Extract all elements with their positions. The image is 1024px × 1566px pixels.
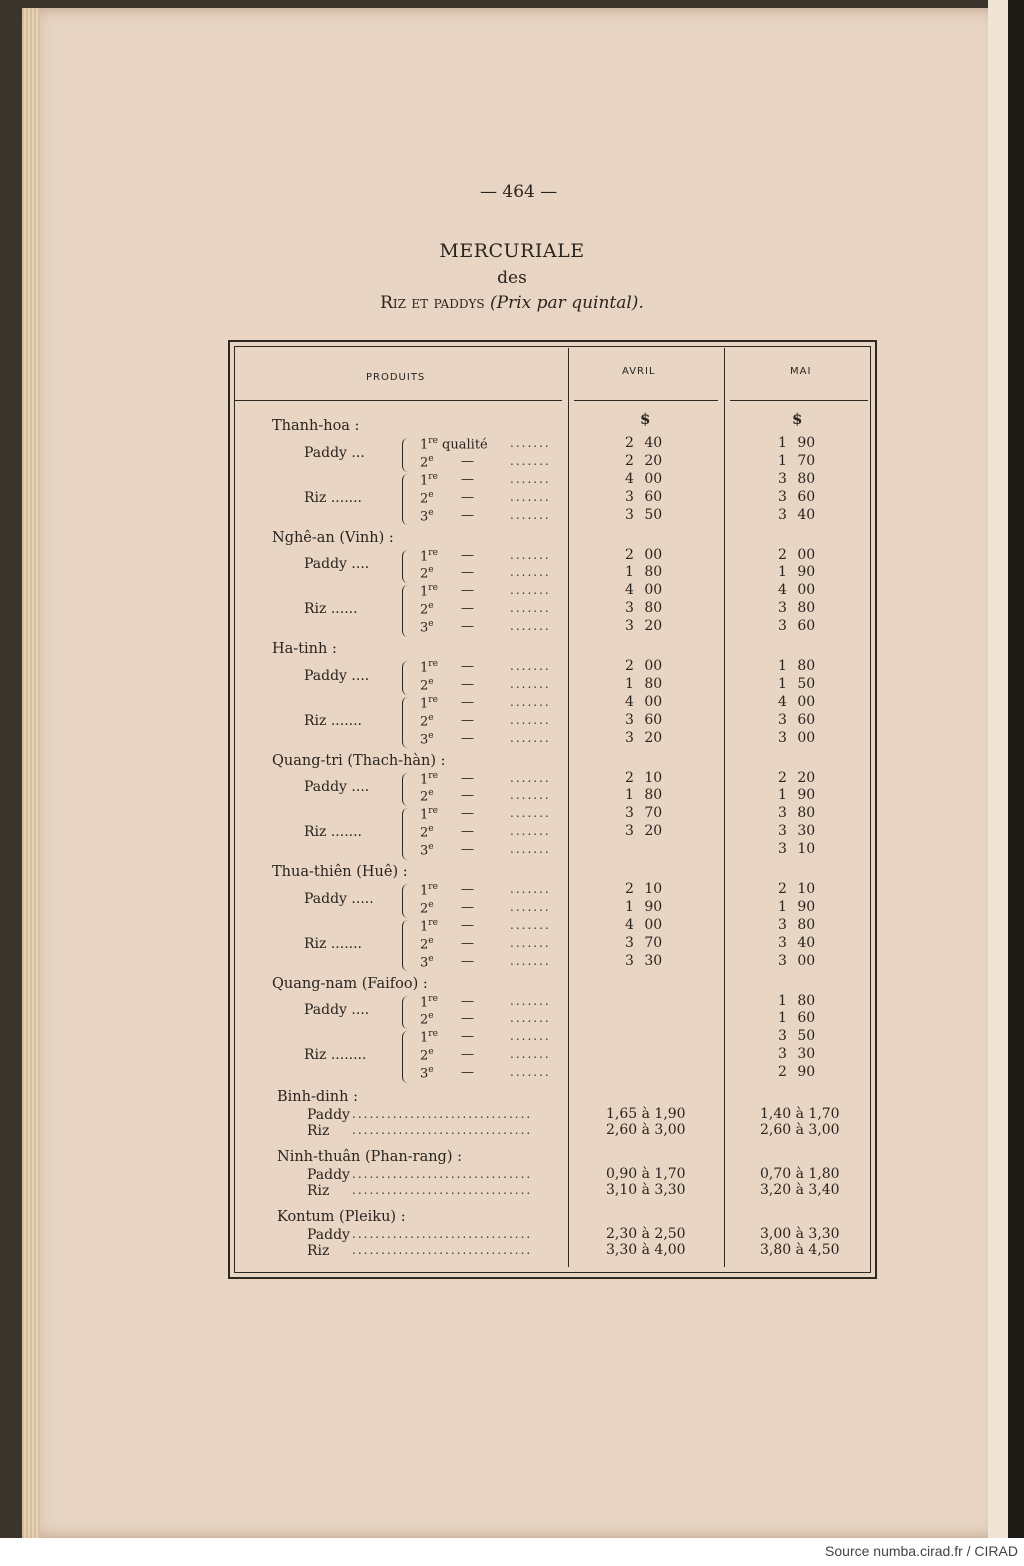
brace xyxy=(402,697,410,749)
price-may: 1 80 xyxy=(778,992,816,1009)
price-may: 1 90 xyxy=(778,898,816,915)
price-april: 3 80 xyxy=(625,600,663,617)
dot-leader: ....... xyxy=(510,676,551,691)
dash: — xyxy=(461,489,474,505)
dash: — xyxy=(461,953,474,969)
grade-label: 1re xyxy=(420,583,438,600)
grade-suffix: e xyxy=(428,489,434,500)
header-rule xyxy=(234,400,562,401)
price-april: 2 20 xyxy=(625,452,663,469)
grade-suffix: re xyxy=(428,471,438,482)
price-april: 4 00 xyxy=(625,693,663,710)
dash: — xyxy=(461,659,474,674)
dot-leader: ....... xyxy=(510,694,551,709)
dot-leader: ....... xyxy=(510,788,551,803)
grade-label: 1re xyxy=(420,882,438,899)
grade-suffix: re xyxy=(428,770,438,781)
price-april: 4 00 xyxy=(625,470,663,487)
dash: — xyxy=(461,730,474,746)
riz-label: Riz ...... xyxy=(304,601,358,618)
price-range-may: 0,70 à 1,80 xyxy=(760,1166,840,1182)
dot-leader: ....... xyxy=(510,842,551,857)
price-range-april: 0,90 à 1,70 xyxy=(606,1166,686,1182)
document-heading xyxy=(0,293,1024,313)
price-april: 3 70 xyxy=(625,934,663,951)
price-april: 3 60 xyxy=(625,711,663,728)
brace xyxy=(402,438,410,472)
dot-leader: ....... xyxy=(510,489,551,504)
paddy-label: Paddy .... xyxy=(304,1002,370,1019)
price-april: 2 00 xyxy=(625,658,663,674)
dash: — xyxy=(461,1011,474,1027)
dot-leader: ....... xyxy=(510,730,551,745)
dash: — xyxy=(461,842,474,858)
region-name: Thanh-hoa : xyxy=(272,418,360,434)
dash: — xyxy=(461,547,474,563)
price-range-may: 3,80 à 4,50 xyxy=(760,1242,840,1258)
price-range-may: 2,60 à 3,00 xyxy=(760,1122,840,1138)
book-spine xyxy=(988,0,1024,1566)
product-label: Riz xyxy=(307,1243,330,1259)
grade-suffix: e xyxy=(428,1047,434,1058)
price-may: 1 90 xyxy=(778,787,816,804)
grade-suffix: e xyxy=(428,788,434,799)
price-may: 3 30 xyxy=(778,823,816,840)
brace xyxy=(402,773,410,807)
price-april: 3 50 xyxy=(625,506,663,523)
price-april: 1 80 xyxy=(625,787,663,804)
dash: — xyxy=(461,453,474,469)
price-range-april: 3,10 à 3,30 xyxy=(606,1182,686,1198)
heading-note: (Prix par quintal). xyxy=(490,293,644,313)
grade-label: 3e xyxy=(420,507,434,524)
price-april: 2 00 xyxy=(625,546,663,563)
price-april: 3 20 xyxy=(625,823,663,840)
price-may: 3 10 xyxy=(778,841,816,858)
dot-leader: ....... xyxy=(510,917,551,932)
dash: — xyxy=(461,935,474,951)
dash: — xyxy=(461,1047,474,1063)
brace xyxy=(402,996,410,1030)
grade-label: 2e xyxy=(420,899,434,917)
page-number: — 464 — xyxy=(480,182,558,202)
price-may: 1 90 xyxy=(778,435,816,451)
price-april: 2 10 xyxy=(625,769,663,786)
dash: — xyxy=(461,1029,474,1045)
price-may: 2 00 xyxy=(778,546,816,563)
paddy-label: Paddy .... xyxy=(304,779,370,796)
price-april: 3 60 xyxy=(625,488,663,505)
grade-label: 2e xyxy=(420,489,434,507)
grade-suffix: e xyxy=(428,712,434,723)
price-may: 2 20 xyxy=(778,769,816,786)
price-may: 3 60 xyxy=(778,488,816,505)
dot-leader: ....... xyxy=(510,453,551,468)
paddy-label: Paddy .... xyxy=(304,667,370,684)
grade-suffix: re xyxy=(428,1029,438,1040)
price-may: 3 80 xyxy=(778,600,816,617)
dash: — xyxy=(461,806,474,822)
dot-leader: ....... xyxy=(510,619,551,634)
region-name: Ha-tinh : xyxy=(272,641,337,657)
price-range-april: 2,60 à 3,00 xyxy=(606,1122,686,1138)
dot-leader: ....... xyxy=(510,547,551,562)
price-may: 3 30 xyxy=(778,1046,816,1063)
dot-leader: ....... xyxy=(510,507,551,522)
grade-label: 1re xyxy=(420,770,438,787)
grade-suffix: e xyxy=(428,935,434,946)
paddy-label: Paddy .... xyxy=(304,556,370,573)
brace xyxy=(402,661,410,695)
brace xyxy=(402,474,410,526)
price-may: 3 50 xyxy=(778,1028,816,1045)
dot-leader: ............................... xyxy=(352,1167,533,1181)
grade-suffix: re xyxy=(428,436,438,446)
dash: — xyxy=(461,471,474,487)
header-rule xyxy=(730,400,868,401)
product-label: Paddy xyxy=(307,1107,350,1123)
grade-suffix: e xyxy=(428,824,434,835)
dash: — xyxy=(461,917,474,933)
column-header-may: MAI xyxy=(790,366,812,377)
riz-label: Riz ....... xyxy=(304,935,362,952)
dot-leader: ....... xyxy=(510,806,551,821)
grade-label: 3e xyxy=(420,842,434,859)
riz-label: Riz ....... xyxy=(304,712,362,729)
dot-leader: ....... xyxy=(510,935,551,950)
grade-label: 3e xyxy=(420,730,434,747)
brace xyxy=(402,585,410,637)
price-may: 2 10 xyxy=(778,881,816,897)
heading-products: Riz et paddys xyxy=(380,293,485,313)
riz-label: Riz ....... xyxy=(304,489,362,506)
grade-suffix: re xyxy=(428,583,438,594)
price-april: 2 40 xyxy=(625,435,663,451)
grade-label: 2e xyxy=(420,1047,434,1064)
grade-label: 2e xyxy=(420,1011,434,1028)
dot-leader: ............................... xyxy=(352,1107,533,1121)
header-rule xyxy=(574,400,718,401)
price-april: 2 10 xyxy=(625,881,663,897)
grade-label: 2e xyxy=(420,601,434,618)
price-may: 1 80 xyxy=(778,658,816,674)
dash: — xyxy=(461,712,474,728)
dot-leader: ............................... xyxy=(352,1227,533,1241)
source-credit: Source numba.cirad.fr / CIRAD xyxy=(825,1543,1018,1559)
price-range-may: 3,20 à 3,40 xyxy=(760,1182,840,1198)
price-may: 1 50 xyxy=(778,675,816,692)
price-april: 3 20 xyxy=(625,618,663,635)
grade-suffix: e xyxy=(428,730,434,741)
grade-label: 1re xyxy=(420,547,438,564)
region-name: Ninh-thuân (Phan-rang) : xyxy=(277,1149,462,1165)
dash: — xyxy=(461,583,474,599)
price-april: 3 70 xyxy=(625,805,663,822)
grade-suffix: e xyxy=(428,842,434,853)
document-subtitle: des xyxy=(497,268,527,288)
region-name: Nghê-an (Vinh) : xyxy=(272,529,394,546)
grade-label: 1re xyxy=(420,1029,438,1046)
grade-suffix: re xyxy=(428,547,438,558)
column-divider xyxy=(724,348,725,1267)
price-may: 3 60 xyxy=(778,711,816,728)
grade-label: 1re xyxy=(420,659,438,676)
dot-leader: ....... xyxy=(510,659,551,673)
page-edges xyxy=(22,8,40,1538)
dot-leader: ....... xyxy=(510,471,551,486)
grade-suffix: e xyxy=(428,565,434,576)
price-may: 3 80 xyxy=(778,805,816,822)
dot-leader: ............................... xyxy=(352,1243,533,1257)
price-may: 1 90 xyxy=(778,564,816,581)
price-may: 3 40 xyxy=(778,934,816,951)
price-range-may: 1,40 à 1,70 xyxy=(760,1106,840,1122)
price-may: 3 00 xyxy=(778,952,816,969)
dash: — xyxy=(461,619,474,635)
grade-suffix: e xyxy=(428,1011,434,1022)
grade-label: 1re xyxy=(420,806,438,823)
dash: — xyxy=(461,694,474,710)
grade-label: 2e xyxy=(420,824,434,841)
riz-label: Riz ........ xyxy=(304,1047,367,1064)
price-april: 3 30 xyxy=(625,952,663,969)
dot-leader: ....... xyxy=(510,1065,551,1080)
dash: — xyxy=(461,824,474,840)
price-april: 1 80 xyxy=(625,675,663,692)
dot-leader: ....... xyxy=(510,1047,551,1062)
price-april: 3 20 xyxy=(625,729,663,746)
price-april: 4 00 xyxy=(625,582,663,599)
price-range-april: 1,65 à 1,90 xyxy=(606,1106,686,1122)
dot-leader: ....... xyxy=(510,882,551,896)
region-name: Quang-nam (Faifoo) : xyxy=(272,975,428,992)
region-name: Binh-dinh : xyxy=(277,1089,358,1105)
grade-suffix: e xyxy=(428,1065,434,1076)
paddy-label: Paddy ... xyxy=(304,444,365,461)
grade-label: 2e xyxy=(420,788,434,805)
region-name: Kontum (Pleiku) : xyxy=(277,1209,406,1225)
price-april: 4 00 xyxy=(625,916,663,933)
dot-leader: ....... xyxy=(510,1029,551,1044)
dash: — xyxy=(461,565,474,581)
dot-leader: ....... xyxy=(510,436,551,450)
dash: — xyxy=(461,770,474,786)
price-may: 1 70 xyxy=(778,452,816,469)
price-may: 3 80 xyxy=(778,916,816,933)
dash: — xyxy=(461,676,474,692)
price-april: 1 90 xyxy=(625,898,663,915)
region-name: Thua-thiên (Huê) : xyxy=(272,864,408,880)
grade-suffix: e xyxy=(428,899,434,910)
grade-label: 3e xyxy=(420,1065,434,1082)
grade-suffix: e xyxy=(428,601,434,612)
grade-suffix: re xyxy=(428,659,438,669)
dash: — xyxy=(461,993,474,1009)
grade-suffix: e xyxy=(428,507,434,518)
price-may: 3 00 xyxy=(778,729,816,746)
brace xyxy=(402,884,410,918)
price-april: 1 80 xyxy=(625,564,663,581)
price-may: 4 00 xyxy=(778,582,816,599)
dash: — xyxy=(461,601,474,617)
grade-label: 3e xyxy=(420,619,434,636)
price-table xyxy=(228,340,877,1279)
dash: — xyxy=(461,882,474,897)
dot-leader: ....... xyxy=(510,899,551,914)
dot-leader: ....... xyxy=(510,953,551,968)
grade-label: 2e xyxy=(420,676,434,694)
grade-suffix: e xyxy=(428,676,434,687)
product-label: Paddy xyxy=(307,1227,350,1243)
grade-suffix: e xyxy=(428,453,434,464)
grade-label: 3e xyxy=(420,953,434,970)
paddy-label: Paddy ..... xyxy=(304,890,374,907)
brace xyxy=(402,1031,410,1083)
region-name: Quang-tri (Thach-hàn) : xyxy=(272,752,446,769)
grade-label: 1re qualité xyxy=(420,436,488,453)
grade-label: 1re xyxy=(420,694,438,712)
price-may: 3 80 xyxy=(778,470,816,487)
dot-leader: ....... xyxy=(510,601,551,616)
product-label: Riz xyxy=(307,1123,330,1139)
grade-suffix: re xyxy=(428,917,438,928)
dot-leader: ....... xyxy=(510,583,551,598)
grade-label: 1re xyxy=(420,471,438,489)
price-may: 2 90 xyxy=(778,1064,816,1081)
brace xyxy=(402,920,410,972)
dot-leader: ....... xyxy=(510,565,551,580)
grade-label: 2e xyxy=(420,453,434,471)
brace xyxy=(402,808,410,860)
dash: — xyxy=(461,1065,474,1081)
price-may: 3 60 xyxy=(778,618,816,635)
dot-leader: ............................... xyxy=(352,1123,533,1137)
dash: — xyxy=(461,507,474,523)
price-range-april: 3,30 à 4,00 xyxy=(606,1242,686,1258)
currency-symbol-may: $ xyxy=(792,410,803,428)
document-title: MERCURIALE xyxy=(439,240,585,262)
column-header-products: PRODUITS xyxy=(366,372,426,383)
dot-leader: ............................... xyxy=(352,1183,533,1197)
grade-suffix: e xyxy=(428,953,434,964)
grade-label: 2e xyxy=(420,712,434,730)
grade-suffix: re xyxy=(428,806,438,817)
column-divider xyxy=(568,348,569,1267)
product-label: Riz xyxy=(307,1183,330,1199)
brace xyxy=(402,550,410,584)
grade-label: 2e xyxy=(420,565,434,582)
riz-label: Riz ....... xyxy=(304,824,362,841)
price-may: 1 60 xyxy=(778,1010,816,1027)
dot-leader: ....... xyxy=(510,993,551,1008)
grade-label: 1re xyxy=(420,993,438,1010)
grade-suffix: re xyxy=(428,993,438,1004)
price-may: 4 00 xyxy=(778,693,816,710)
product-label: Paddy xyxy=(307,1167,350,1183)
dot-leader: ....... xyxy=(510,1011,551,1026)
price-range-may: 3,00 à 3,30 xyxy=(760,1226,840,1242)
grade-suffix: re xyxy=(428,694,438,705)
grade-suffix: e xyxy=(428,619,434,630)
dash: — xyxy=(461,899,474,915)
price-range-april: 2,30 à 2,50 xyxy=(606,1226,686,1242)
dot-leader: ....... xyxy=(510,712,551,727)
grade-label: 2e xyxy=(420,935,434,953)
price-may: 3 40 xyxy=(778,506,816,523)
currency-symbol-april: $ xyxy=(640,410,651,428)
dash: — xyxy=(461,788,474,804)
dot-leader: ....... xyxy=(510,770,551,785)
column-header-april: AVRIL xyxy=(622,366,656,377)
grade-label: 1re xyxy=(420,917,438,935)
source-footer xyxy=(0,1538,1024,1566)
grade-suffix: re xyxy=(428,882,438,892)
dot-leader: ....... xyxy=(510,824,551,839)
